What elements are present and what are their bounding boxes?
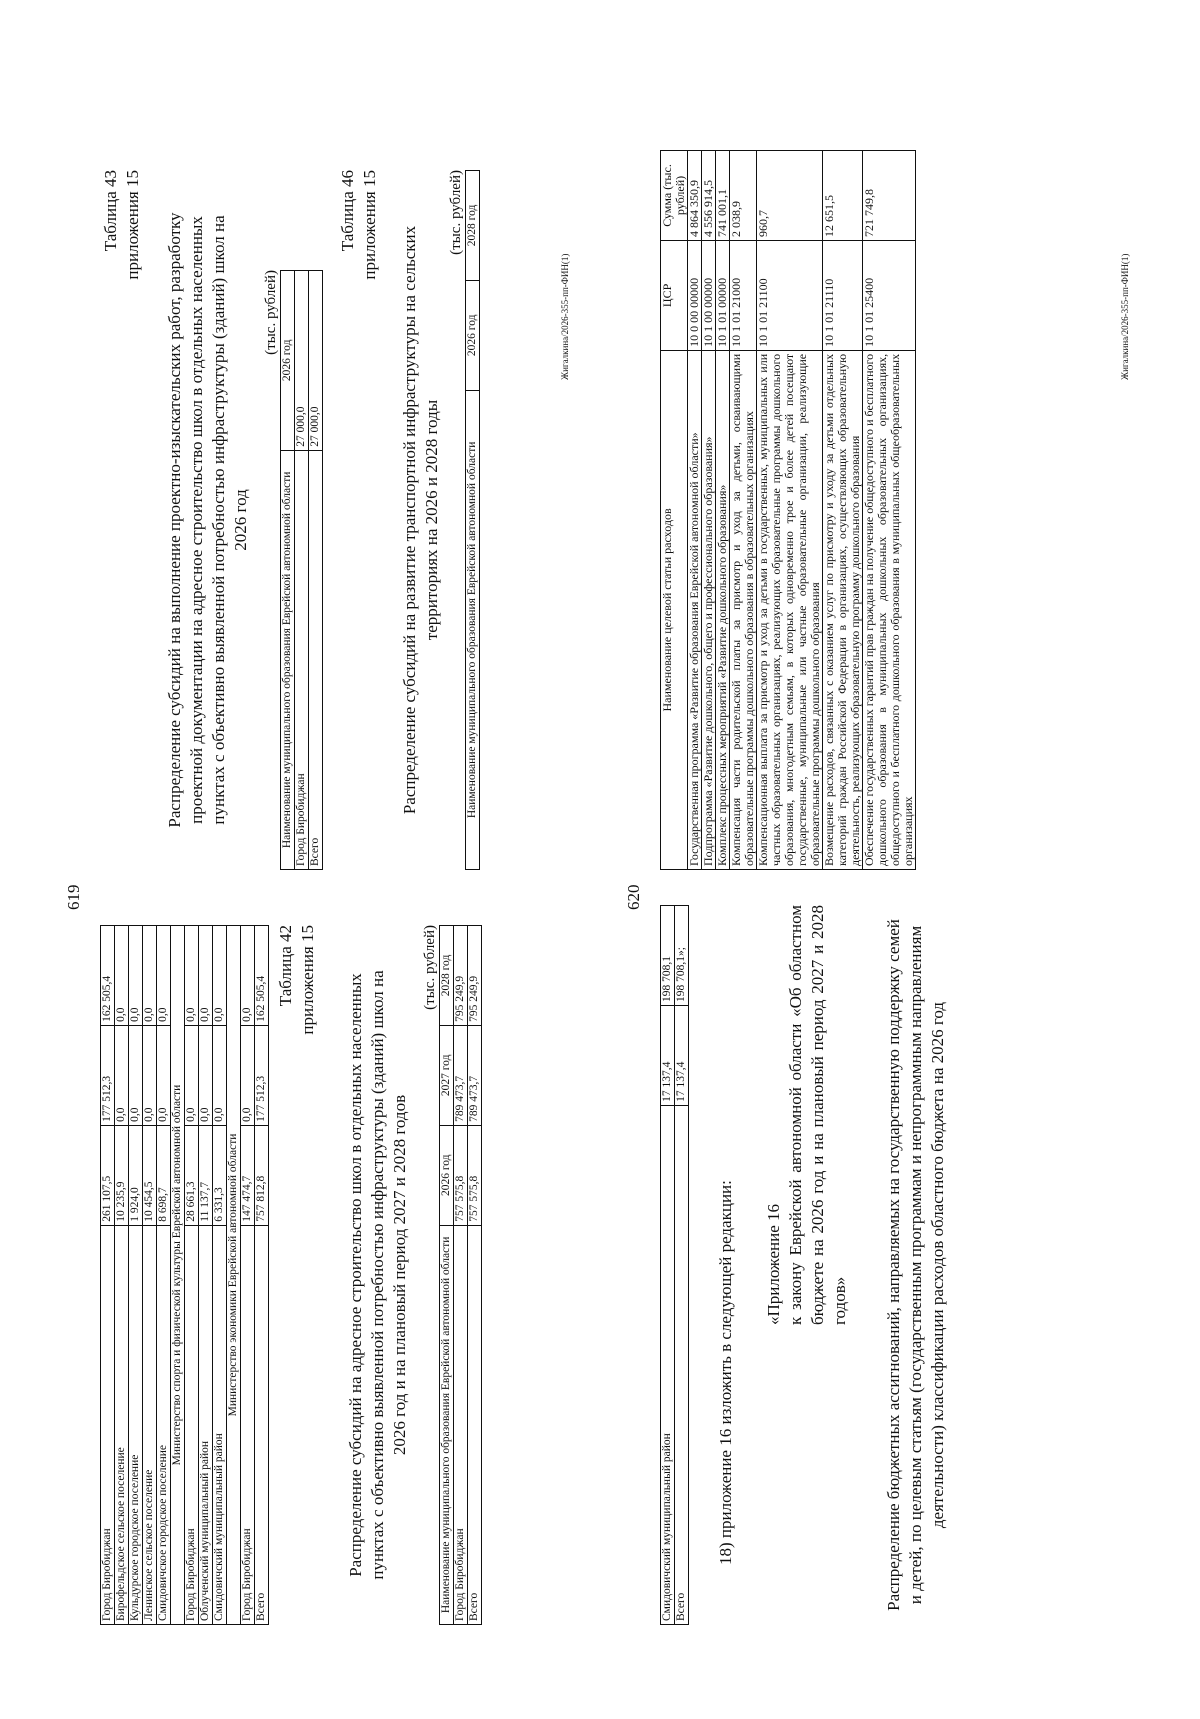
left-column-b	[100, 150, 480, 870]
table-cell: 147 474,7	[241, 1125, 255, 1225]
table-row	[309, 271, 323, 870]
table-42-title: Распределение субсидий на адресное строительство школ в отдельных населенных пунктах с объективно выявленной потребностью инфраструктуры (зданий) школ на 2026 год и на плановый период 2027 и 2028 годов	[346, 970, 409, 1580]
table-row	[823, 151, 863, 870]
table-cell: 2 038,9	[730, 151, 757, 241]
table-cell: 0,0	[157, 926, 171, 1026]
table-header-row	[440, 926, 454, 1625]
table-row	[143, 926, 157, 1625]
annex-header: «Приложение 16 к закону Еврейской автономной области «Об областном бюджете на 2026 год и на плановый период 2027 и 2028 годов»	[764, 905, 849, 1325]
table-cell: 177 512,3	[101, 1025, 115, 1125]
table-cell: Министерство спорта и физической культуры Еврейской автономной области	[171, 926, 185, 1625]
table-cell: 10 454,5	[143, 1125, 157, 1225]
page-footer: Жигалкина/2026-355-пп-ФИН(1)	[1120, 253, 1130, 380]
table-row	[115, 926, 129, 1625]
table-cell: 795 249,9	[468, 926, 482, 1026]
table-cell: Всего	[309, 450, 323, 869]
table-section-row	[227, 926, 241, 1625]
table-row	[295, 271, 309, 870]
table-cell: 28 661,3	[185, 1125, 199, 1225]
table-cell: 0,0	[241, 926, 255, 1026]
table-row	[468, 926, 482, 1625]
table-cell: 17 137,4	[661, 1005, 675, 1105]
table-cell: Ленинское сельское поселение	[143, 1225, 157, 1624]
table-46-ref: Таблица 46 приложения 15	[338, 170, 379, 280]
column-header: Наименование муниципального образования Еврейской автономной области	[281, 450, 295, 869]
column-header: 2027 год	[440, 1025, 454, 1125]
table-cell: Облученский муниципальный район	[199, 1225, 213, 1624]
table-row	[129, 926, 143, 1625]
table-cell: Город Биробиджан	[241, 1225, 255, 1624]
column-header: Сумма (тыс. рублей)	[661, 151, 688, 241]
table-cell: 12 651,5	[823, 151, 863, 241]
table-cell: 960,7	[757, 151, 823, 241]
table-cell: 4 556 914,5	[702, 151, 716, 241]
table-43-ref: Таблица 43 приложения 15	[101, 170, 142, 280]
column-header: Наименование целевой статьи расходов	[661, 350, 688, 869]
table-cell: 0,0	[241, 1025, 255, 1125]
table-row	[199, 926, 213, 1625]
table-cell: Город Биробиджан	[295, 450, 309, 869]
table-46-units: (тыс. рублей)	[448, 170, 464, 255]
table-cell: Кульдурское городское поселение	[129, 1225, 143, 1624]
table-cell: Обеспечение государственных гарантий прав граждан на получение общедоступного и бесплатного дошкольного образования в муниципальных дошкольных образовательных организациях, общедоступного и бесплатного дошкольного образования в муниципальных общеобразовательных организациях	[863, 350, 916, 869]
table-cell: 198 708,1»;	[675, 906, 689, 1006]
table-header-row	[281, 271, 295, 870]
table-row	[213, 926, 227, 1625]
table-42	[439, 925, 482, 1625]
table-cell: 10 1 01 00000	[716, 240, 730, 350]
table-42-units: (тыс. рублей)	[422, 925, 438, 1010]
table-cell: Всего	[675, 1105, 689, 1624]
table-cell: Смидовичское городское поселение	[157, 1225, 171, 1624]
table-46-title: Распределение субсидий на развитие транспортной инфраструктуры на сельских территориях на 2026 и 2028 годы	[400, 225, 441, 815]
table-row	[101, 926, 115, 1625]
table-cell: Комплекс процессных мероприятий «Развитие дошкольного образования»	[716, 350, 730, 869]
table-cell: 0,0	[185, 1025, 199, 1125]
table-cell: 10 1 01 21110	[823, 240, 863, 350]
table-cell: Смидовичский муниципальный район	[661, 1105, 675, 1624]
left-column-a	[100, 905, 482, 1625]
table-row	[454, 926, 468, 1625]
table-cell: Бирофельдское сельское поселение	[115, 1225, 129, 1624]
table-row	[702, 151, 716, 870]
table-cell: 6 331,3	[213, 1125, 227, 1225]
right-column-a	[660, 905, 949, 1625]
table-cell: 27 000,0	[309, 271, 323, 451]
table-row	[730, 151, 757, 870]
table-cell: 11 137,7	[199, 1125, 213, 1225]
table-cell: 4 864 350,9	[688, 151, 702, 241]
table-cell: 27 000,0	[295, 271, 309, 451]
table-cell: 0,0	[115, 1025, 129, 1125]
table-row	[757, 151, 823, 870]
table-cell: 10 0 00 00000	[688, 240, 702, 350]
table-cell: 10 235,9	[115, 1125, 129, 1225]
table-row	[255, 926, 269, 1625]
appendix-16-title: Распределение бюджетных ассигнований, направляемых на государственную поддержку семей и детей, по целевым статьям (государственным программам и непрограммным направлениям деятельности) классификации расходов областного бюджета на 2026 год	[884, 919, 947, 1611]
table-cell: 795 249,9	[454, 926, 468, 1026]
table-cell: 0,0	[157, 1025, 171, 1125]
table-header-row	[466, 171, 480, 870]
table-cell: Компенсация части родительской платы за присмотр и уход за детьми, осваивающими образовательные программы дошкольного образования в образовательных организациях	[730, 350, 757, 869]
column-header: 2028 год	[466, 171, 480, 281]
table-cell: 162 505,4	[101, 926, 115, 1026]
table-section-row	[171, 926, 185, 1625]
left-page	[60, 110, 580, 1670]
table-cell: Компенсационная выплата за присмотр и уход за детьми в государственных, муниципальных или частных образовательных организациях, реализующих образовательные программы дошкольного образования, многодетным семьям, в которых одновременно трое и более детей посещают государственные, муниципальные или частные образовательные организации, реализующие образовательные программы дошкольного образования	[757, 350, 823, 869]
table-cell: 0,0	[213, 1025, 227, 1125]
table-cell: 0,0	[115, 926, 129, 1026]
table-header-row	[661, 151, 688, 870]
table-cell: 721 749,8	[863, 151, 916, 241]
table-cell: 789 473,7	[468, 1025, 482, 1125]
table-46	[465, 170, 480, 870]
table-cell: Подпрограмма «Развитие дошкольного, общего и профессионального образования»	[702, 350, 716, 869]
table-row	[863, 151, 916, 870]
table-cell: 198 708,1	[661, 906, 675, 1006]
table-cell: 1 924,0	[129, 1125, 143, 1225]
table-cell: 177 512,3	[255, 1025, 269, 1125]
page-number: 620	[624, 884, 643, 910]
table-cell: Всего	[255, 1225, 269, 1624]
table-cell: Возмещение расходов, связанных с оказанием услуг по присмотру и уходу за детьми отдельных категорий граждан Российской Федерации в организациях, осуществляющих образовательную деятельность, реализующих образовательную программу дошкольного образования	[823, 350, 863, 869]
page-number: 619	[64, 884, 83, 910]
page-footer: Жигалкина/2026-355-пп-ФИН(1)	[560, 253, 570, 380]
table-cell: Всего	[468, 1225, 482, 1624]
table-row	[157, 926, 171, 1625]
table-cell: 162 505,4	[255, 926, 269, 1026]
table-cell: 0,0	[199, 1025, 213, 1125]
table-cell: 757 812,8	[255, 1125, 269, 1225]
table-43-title: Распределение субсидий на выполнение проектно-изыскательских работ, разработку проектной документации на адресное строительство школ в отдельных населенных пунктах с объективно выявленной потребностью инфраструктуры (зданий) школ на 2026 год	[165, 212, 250, 828]
table-row	[675, 906, 689, 1625]
table-cell: 0,0	[143, 1025, 157, 1125]
table-cell: 10 1 01 21100	[757, 240, 823, 350]
family-support-table	[660, 150, 916, 870]
right-column-b	[660, 150, 916, 870]
table-cell: 10 1 01 25400	[863, 240, 916, 350]
amendment-paragraph: 18) приложение 16 изложить в следующей редакции:	[716, 1180, 735, 1565]
table-cell: 8 698,7	[157, 1125, 171, 1225]
table-cell: 0,0	[129, 1025, 143, 1125]
table-cell: Министерство экономики Еврейской автономной области	[227, 926, 241, 1625]
table-cell: Город Биробиджан	[101, 1225, 115, 1624]
table-cell: 10 1 01 21000	[730, 240, 757, 350]
column-header: 2026 год	[281, 271, 295, 451]
table-cell: 0,0	[185, 926, 199, 1026]
table-cell: 261 107,5	[101, 1125, 115, 1225]
continued-subsidy-table	[100, 925, 269, 1625]
table-cell: 0,0	[129, 926, 143, 1026]
table-43	[280, 270, 323, 870]
table-row	[688, 151, 702, 870]
column-header: ЦСР	[661, 240, 688, 350]
table-42-ref: Таблица 42 приложения 15	[276, 925, 317, 1035]
table-cell: 0,0	[143, 926, 157, 1026]
continued-subsidy-table	[660, 905, 689, 1625]
column-header: 2026 год	[466, 280, 480, 390]
table-cell: 10 1 00 00000	[702, 240, 716, 350]
column-header: 2028 год	[440, 926, 454, 1026]
table-row	[716, 151, 730, 870]
right-page	[620, 110, 1140, 1670]
table-cell: Государственная программа «Развитие образования Еврейской автономной области»	[688, 350, 702, 869]
table-row	[661, 906, 675, 1625]
table-cell: Город Биробиджан	[185, 1225, 199, 1624]
table-row	[241, 926, 255, 1625]
table-cell: 0,0	[199, 926, 213, 1026]
table-cell: Смидовичский муниципальный район	[213, 1225, 227, 1624]
table-cell: Город Биробиджан	[454, 1225, 468, 1624]
table-cell: 17 137,4	[675, 1005, 689, 1105]
table-cell: 0,0	[213, 926, 227, 1026]
table-cell: 789 473,7	[454, 1025, 468, 1125]
column-header: Наименование муниципального образования Еврейской автономной области	[466, 390, 480, 869]
column-header: 2026 год	[440, 1125, 454, 1225]
table-cell: 741 001,1	[716, 151, 730, 241]
table-row	[185, 926, 199, 1625]
table-cell: 757 575,8	[454, 1125, 468, 1225]
table-cell: 757 575,8	[468, 1125, 482, 1225]
table-43-units: (тыс. рублей)	[263, 270, 279, 355]
column-header: Наименование муниципального образования Еврейской автономной области	[440, 1225, 454, 1624]
